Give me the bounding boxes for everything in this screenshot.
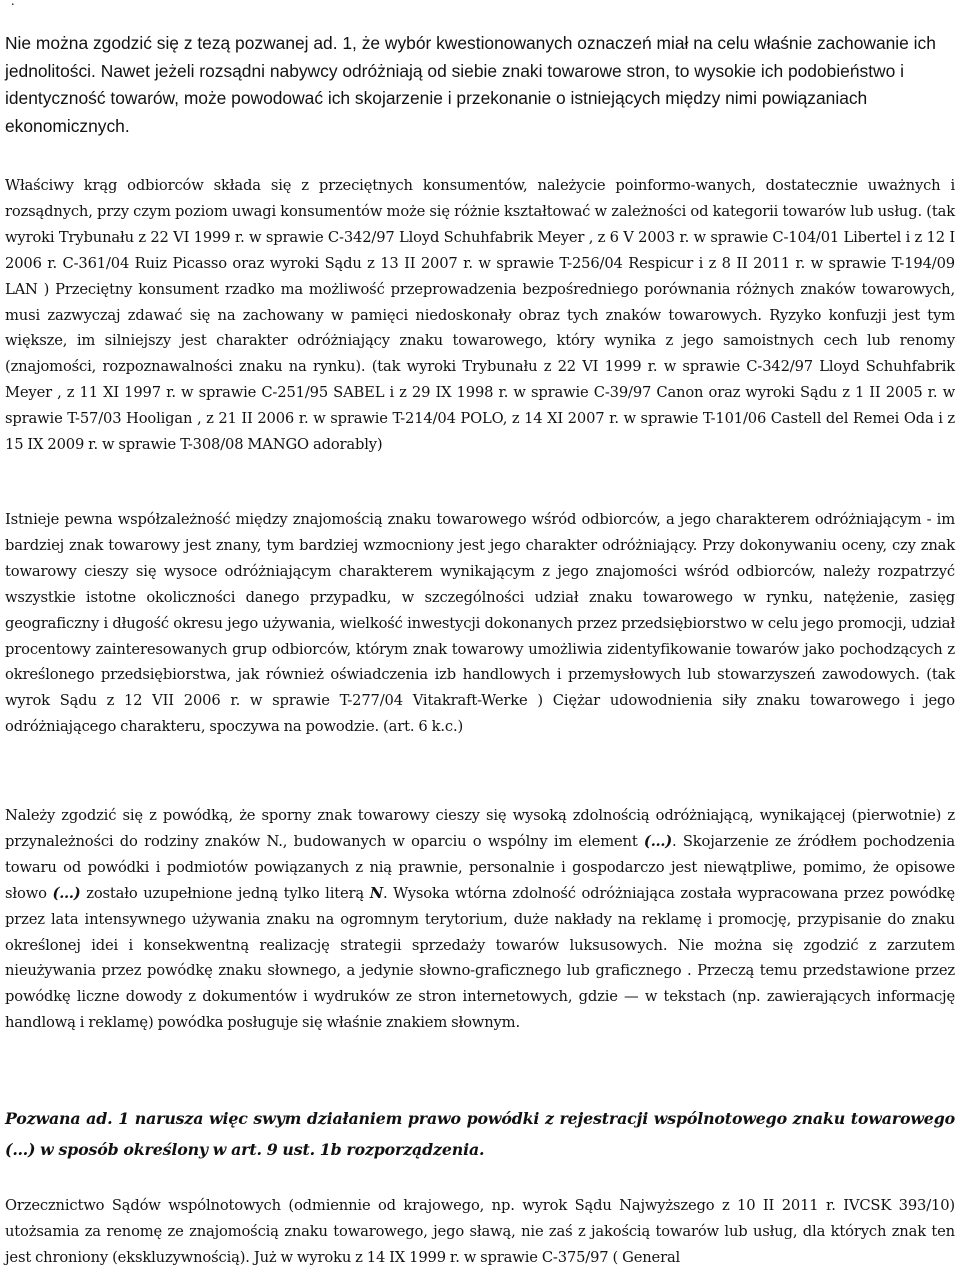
paragraph-plaintiff-agreement: [5, 803, 955, 1036]
text-run: . Wysoka wtórna zdolność odróżniająca została wypracowana przez powódkę przez lata intensywnego używania znaku na ogromnym terytorium, duże nakłady na reklamę i promocję, przypisanie do znaku określonej idei i konsekwentną realizację strategii sprzedaży towarów luksusowych. Nie można się zgodzić z zarzutem nieużywania przez powódkę znaku słownego, a jedynie słowno-graficznego lub graficznego . Przeczą temu przedstawione przez powódkę liczne dowody z dokumentów i wydruków ze stron internetowych, gdzie — w tekstach (np. zawierających informację handlową i reklamę) powódka posługuje się właśnie znakiem słownym.: [5, 884, 955, 1032]
paragraph-consumer-circle: Właściwy krąg odbiorców składa się z przeciętnych konsumentów, należycie poinformo-wanych, dostatecznie uważnych i rozsądnych, przy czym poziom uwagi konsumentów może się różnie kształtować w zależności od kategorii towarów lub usług. (tak wyroki Trybunału z 22 VI 1999 r. w sprawie C-342/97 Lloyd Schuhfabrik Meyer , z 6 V 2003 r. w sprawie C-104/01 Libertel i z 12 I 2006 r. C-361/04 Ruiz Picasso oraz wyroki Sądu z 13 II 2007 r. w sprawie T-256/04 Respicur i z 8 II 2011 r. w sprawie T-194/09 LAN ) Przeciętny konsument rzadko ma możliwość przeprowadzenia bezpośredniego porównania różnych znaków towarowych, musi zazwyczaj zdawać się na zachowany w pamięci niedoskonały obraz tych znaków towarowych. Ryzyko konfuzji jest tym większe, im silniejszy jest charakter odróżniający znaku towarowego, który wynika z jego samoistnych cech lub renomy (znajomości, rozpoznawalności znaku na rynku). (tak wyroki Trybunału z 22 VI 1999 r. w sprawie C-342/97 Lloyd Schuhfabrik Meyer , z 11 XI 1997 r. w sprawie C-251/95 SABEL i z 29 IX 1998 r. w sprawie C-39/97 Canon oraz wyroki Sądu z 1 II 2005 r. w sprawie T-57/03 Hooligan , z 21 II 2006 r. w sprawie T-214/04 POLO, z 14 XI 2007 r. w sprawie T-101/06 Castell del Remei Oda i z 15 IX 2009 r. w sprawie T-308/08 MANGO adorably): [5, 177, 955, 454]
ellipsis-mark: (…): [52, 884, 81, 902]
page-marker: .: [11, 0, 15, 9]
text-run: Należy zgodzić się z powódką, że sporny znak towarowy cieszy się wysoką zdolnością odróżniającą, wynikającej (pierwotnie) z przynależności do rodziny znaków N., budowanych w oparciu o wspólny im element: [5, 807, 955, 850]
paragraph-intro: Nie można zgodzić się z tezą pozwanej ad. 1, że wybór kwestionowanych oznaczeń miał na celu właśnie zachowanie ich jednolitości. Nawet jeżeli rozsądni nabywcy odróżniają od siebie znaki towarowe stron, to wysokie ich podobieństwo i identyczność towarów, może powodować ich skojarzenie i przekonanie o istniejących między nimi powiązaniach ekonomicznych.: [5, 33, 936, 136]
paragraph-case-law: Orzecznictwo Sądów wspólnotowych (odmiennie od krajowego, np. wyrok Sądu Najwyższego z 10 II 2011 r. IVCSK 393/10) utożsamia za renomę ze znajomością znaku towarowego, jego sławą, nie zaś z jakością towarów lub usług, dla których znak ten jest chroniony (ekskluzywnością). Już w wyroku z 14 IX 1999 r. w sprawie C-375/97 ( General: [5, 1197, 955, 1266]
text-run: . Skojarzenie ze źródłem pochodzenia towaru od powódki i podmiotów powiązanych z nią prawnie, personalnie i gospodarczo jest niewątpliwe, pomimo, że opisowe słowo: [5, 832, 955, 902]
ellipsis-mark: (…): [643, 832, 673, 850]
paragraph-conclusion: Pozwana ad. 1 narusza więc swym działaniem prawo powódki z rejestracji wspólnotowego znaku towarowego (…) w sposób określony w art. 9 ust. 1b rozporządzenia.: [5, 1109, 955, 1159]
letter-mark: N: [369, 884, 383, 902]
text-run: zostało uzupełnione jedną tylko literą: [80, 884, 370, 902]
paragraph-distinctiveness: Istnieje pewna współzależność między znajomością znaku towarowego wśród odbiorców, a jego charakterem odróżniającym - im bardziej znak towarowy jest znany, tym bardziej wzmocniony jest jego charakter odróżniający. Przy dokonywaniu oceny, czy znak towarowy cieszy się wysoce odróżniającym charakterem wynikającym z jego znajomości wśród odbiorców, należy rozpatrzyć wszystkie istotne okoliczności danego przypadku, w szczególności udział znaku towarowego w rynku, natężenie, zasięg geograficzny i długość okresu jego używania, wielkość inwestycji dokonanych przez przedsiębiorstwo w celu jego promocji, udział procentowy zainteresowanych grup odbiorców, którym znak towarowy umożliwia zidentyfikowanie towarów jako pochodzących z określonego przedsiębiorstwa, jak również oświadczenia izb handlowych i przemysłowych lub stowarzyszeń zawodowych. (tak wyrok Sądu z 12 VII 2006 r. w sprawie T-277/04 Vitakraft-Werke ) Ciężar udowodnienia siły znaku towarowego i jego odróżniającego charakteru, spoczywa na powodzie. (art. 6 k.c.): [5, 511, 955, 736]
